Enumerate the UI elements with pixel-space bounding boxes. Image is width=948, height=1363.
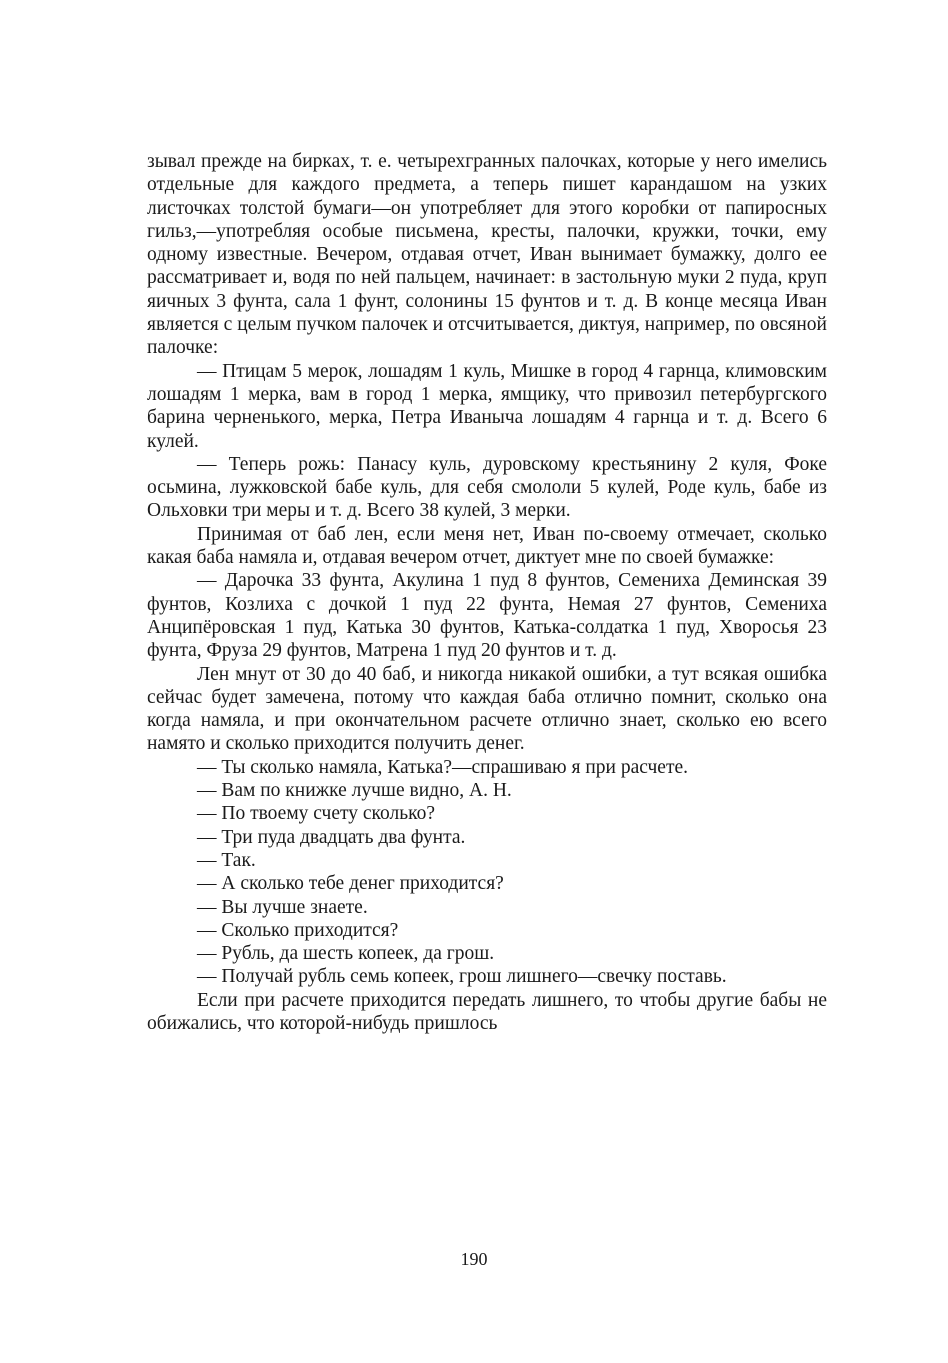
paragraph: — Сколько приходится?: [197, 919, 399, 941]
paragraph: — По твоему счету сколько?: [197, 803, 436, 825]
paragraph: Если при расчете приходится передать лишнего, то чтобы другие бабы не обижались, что которой-нибудь пришлось: [147, 989, 827, 1034]
paragraph: — Так.: [197, 849, 256, 871]
paragraph: — Три пуда двадцать два фунта.: [197, 826, 466, 848]
paragraph: — Вам по книжке лучше видно, А. Н.: [197, 780, 512, 802]
paragraph: — Вы лучше знаете.: [197, 896, 368, 918]
paragraph: — А сколько тебе денег приходится?: [197, 873, 504, 895]
paragraph: Принимая от баб лен, если меня нет, Иван по-своему отмечает, сколько какая баба намяла и, отдавая вечером отчет, диктует мне по своей бумажке:: [147, 523, 827, 569]
paragraph: — Получай рубль семь копеек, грош лишнего—свечку поставь.: [197, 966, 727, 988]
body-text: [147, 150, 827, 1035]
paragraph: — Птицам 5 мерок, лошадям 1 куль, Мишке в город 4 гарнца, климовским лошадям 1 мерка, вам в город 1 мерка, ямщику, что привозил петербургского барина черненького, мерка, Петра Иваныча лошадям 4 гарнца и т. д. Всего 6 кулей.: [147, 360, 827, 452]
paragraph: — Рубль, да шесть копеек, да грош.: [197, 943, 495, 965]
paragraph: зывал прежде на бирках, т. е. четырехгранных палочках, которые у него имелись отдельные для каждого предмета, а теперь пишет карандашом на узких листочках толстой бумаги—он употребляет для этого коробки от папиросных гильз,—употребляя особые письмена, кресты, палочки, кружки, точки, ему одному известные. Вечером, отдавая отчет, Иван вынимает бумажку, долго ее рассматривает и, водя по ней пальцем, начинает: в застольную муки 2 пуда, круп яичных 3 фунта, сала 1 фунт, солонины 15 фунтов и т. д. В конце месяца Иван является с целым пучком палочек и отсчитывается, диктуя, например, по овсяной палочке:: [147, 151, 827, 359]
paragraph: Лен мнут от 30 до 40 баб, и никогда никакой ошибки, а тут всякая ошибка сейчас будет замечена, потому что каждая баба отлично помнит, сколько она когда намяла, и при окончательном расчете отлично знает, сколько ею всего намято и сколько приходится получить денег.: [147, 663, 827, 755]
page-number: 190: [460, 1249, 488, 1269]
paragraph: — Теперь рожь: Панасу куль, дуровскому крестьянину 2 куля, Фоке осьмина, лужковской бабе куль, для себя смололи 5 кулей, Роде куль, бабе из Ольховки три меры и т. д. Всего 38 кулей, 3 мерки.: [147, 453, 827, 522]
paragraph: — Ты сколько намяла, Катька?—спрашиваю я при расчете.: [197, 756, 689, 778]
paragraph: — Дарочка 33 фунта, Акулина 1 пуд 8 фунтов, Семениха Деминская 39 фунтов, Козлиха с дочкой 1 пуд 22 фунта, Немая 27 фунтов, Семениха Анципёровская 1 пуд, Катька 30 фунтов, Катька-солдатка 1 пуд, Хворосья 23 фунта, Фруза 29 фунтов, Матрена 1 пуд 20 фунтов и т. д.: [147, 570, 827, 662]
